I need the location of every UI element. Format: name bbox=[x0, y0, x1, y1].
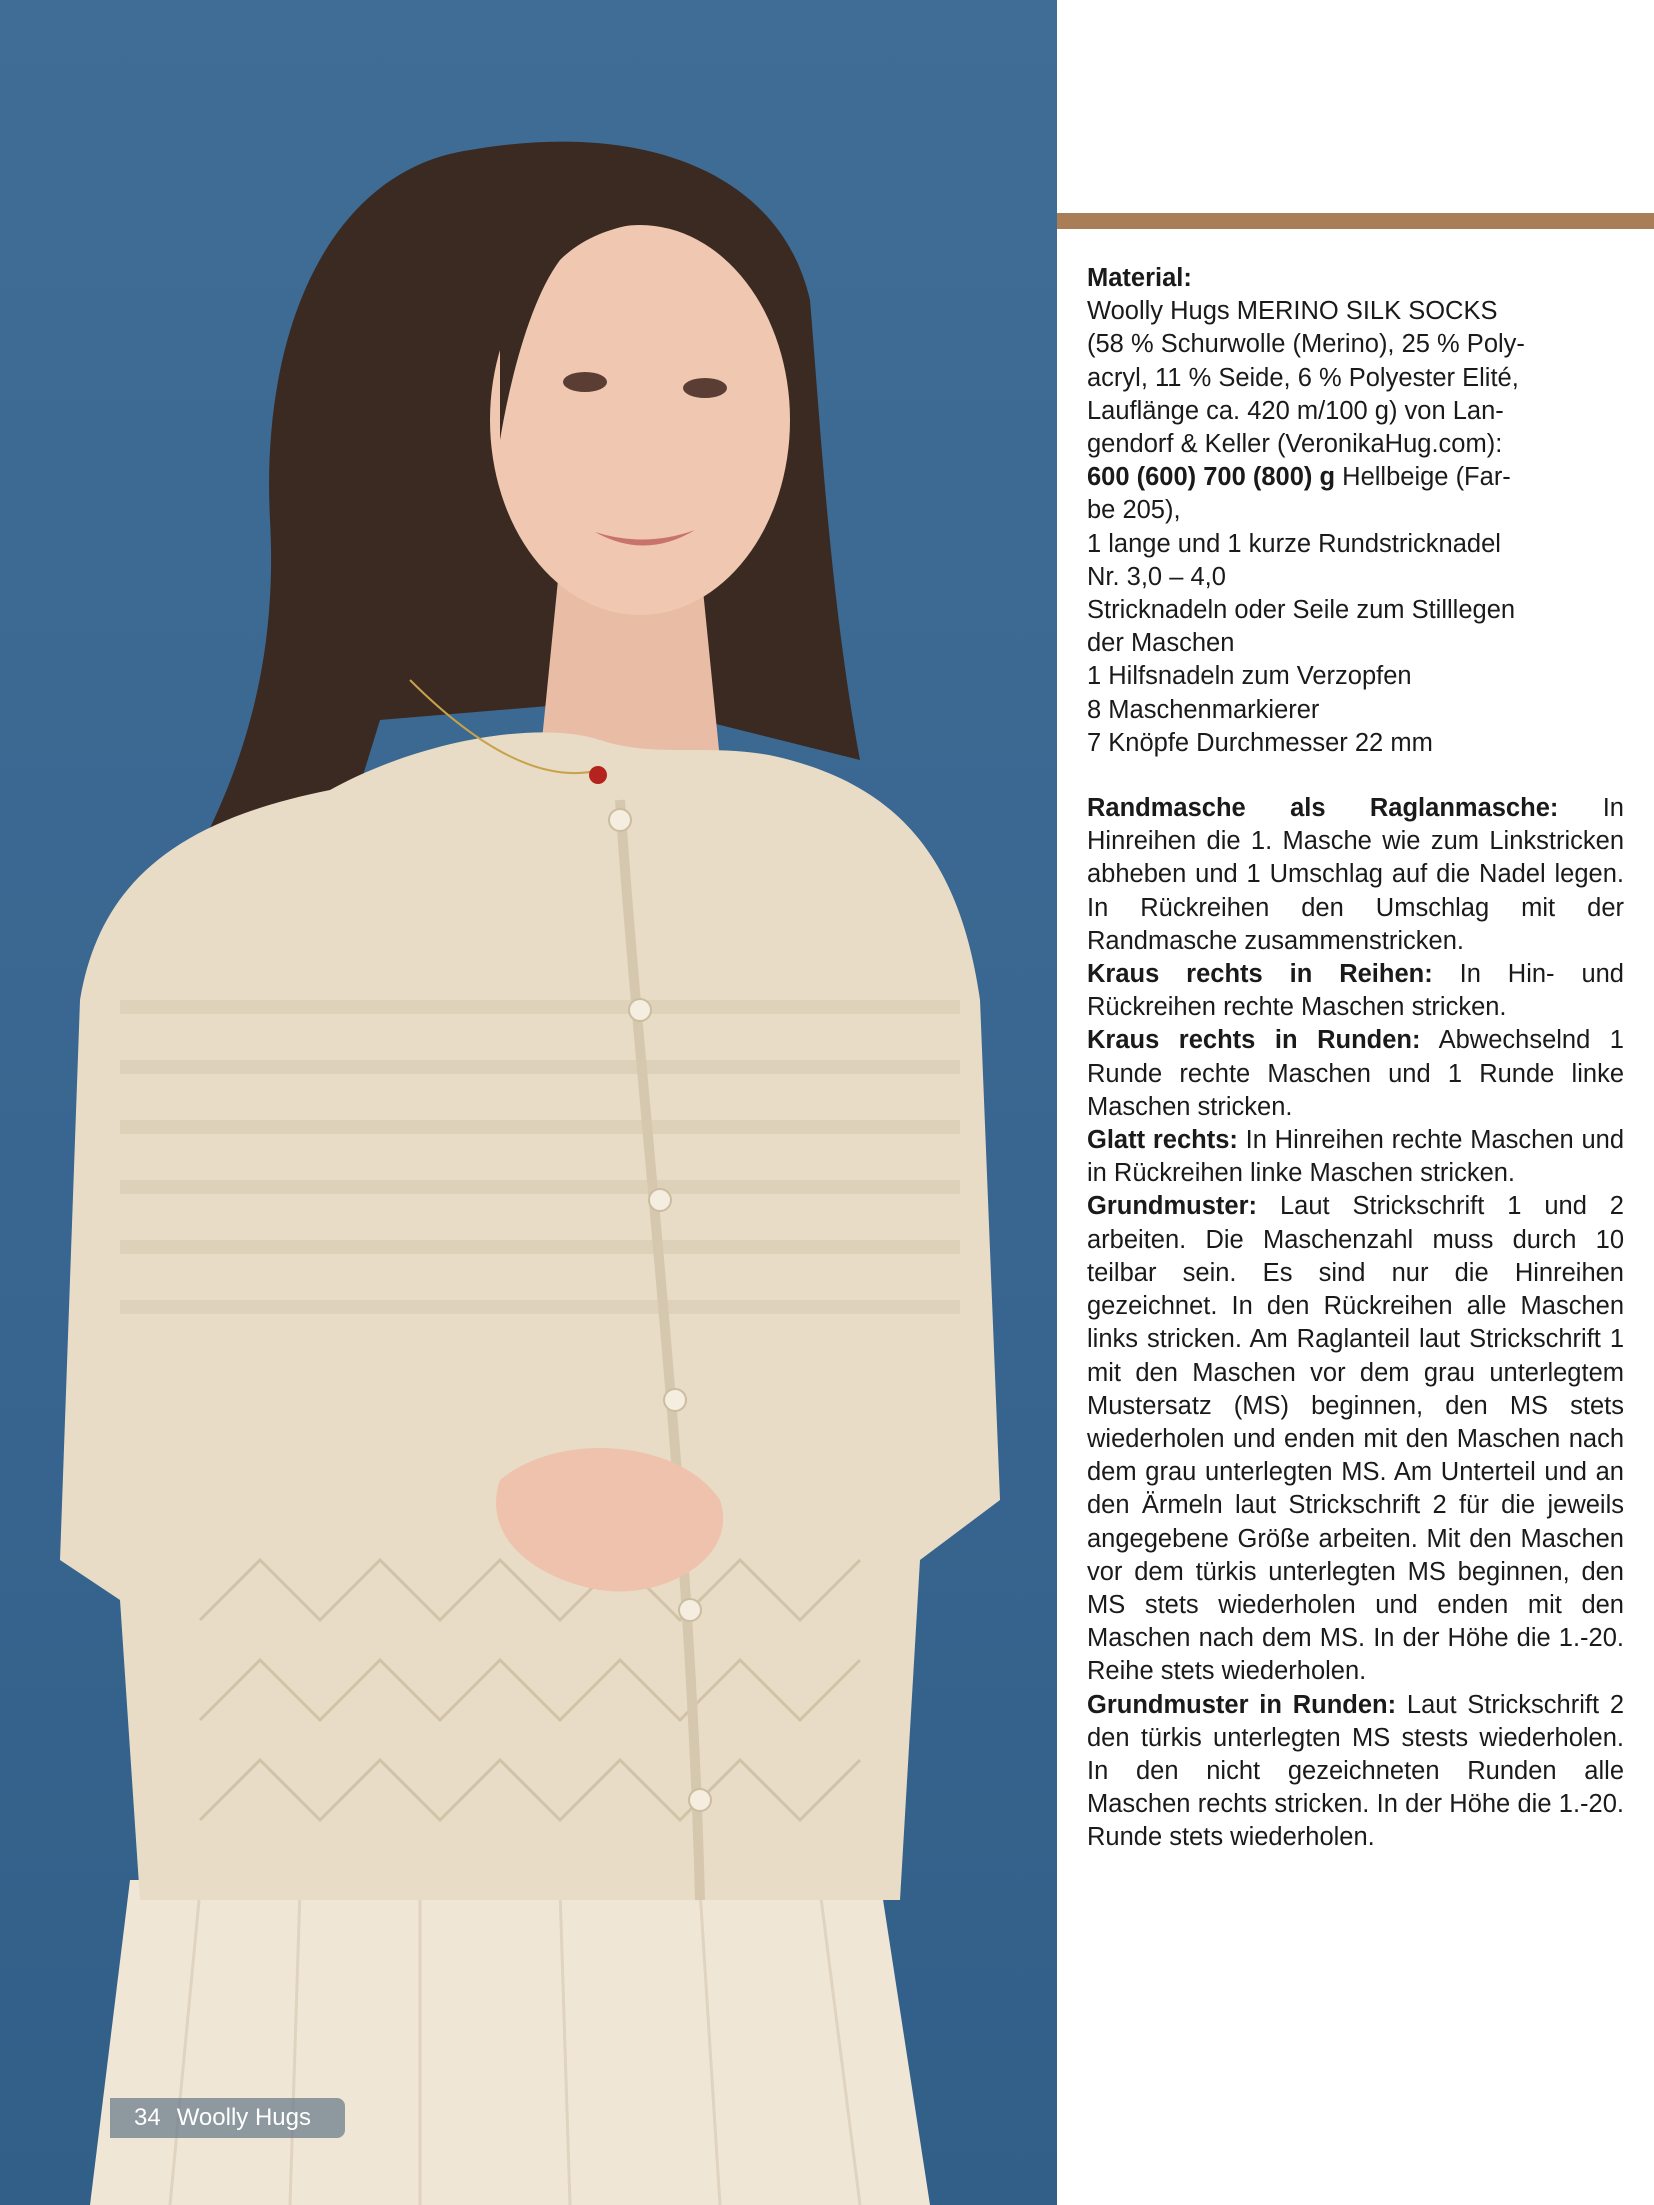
section-paragraph bbox=[1087, 1024, 1624, 1124]
instructions-column bbox=[1087, 262, 1624, 1855]
accent-rule bbox=[1057, 213, 1654, 229]
page-number: 34 bbox=[134, 2104, 161, 2131]
section-text: Laut Strickschrift 2 den türkis unterlegten MS stests wiederholen. In den nicht gezeichneten Runden alle Maschen rechts stricken. In der Höhe die 1.-20. Runde stets wiederholen. bbox=[1087, 1690, 1625, 1852]
cardigan bbox=[60, 732, 1000, 1900]
section-text: Laut Strickschrift 1 und 2 arbeiten. Die Maschenzahl muss durch 10 teilbar sein. Es sind nur die Hinreihen gezeichnet. In den Rückreihen alle Maschen links stricken. Am Raglanteil laut Strickschrift 1 mit den Maschen vor dem grau unterlegtem Mustersatz (MS) beginnen, den MS stets wiederholen und enden mit den Maschen nach dem grau unterlegten MS. Am Unterteil und an den Ärmeln laut Strickschrift 2 für die jeweils angegebene Größe arbeiten. Mit den Maschen vor dem türkis unterlegten MS beginnen, den MS stets wiederholen und enden mit den Maschen nach dem MS. In der Höhe die 1.-20. Reihe stets wiederholen. bbox=[1087, 1192, 1624, 1686]
material-line: (58 % Schurwolle (Merino), 25 % Poly- bbox=[1087, 330, 1525, 359]
material-item: 1 lange und 1 kurze Rundstricknadel bbox=[1087, 529, 1501, 558]
section-term: Glatt rechts: bbox=[1087, 1126, 1238, 1155]
section-text: In Hinreihen die 1. Masche wie zum Linkstricken abheben und 1 Umschlag auf die Nadel legen. In Rückreihen den Umschlag mit der Randmasche zusammenstricken. bbox=[1087, 794, 1624, 955]
material-amount: 600 (600) 700 (800) g Hellbeige (Far- bbox=[1087, 463, 1511, 492]
section-text: Abwechselnd 1 Runde rechte Maschen und 1 Runde linke Maschen stricken. bbox=[1087, 1026, 1624, 1121]
section-term: Grundmuster: bbox=[1087, 1192, 1258, 1221]
material-item: Stricknadeln oder Seile zum Stilllegen bbox=[1087, 596, 1516, 625]
magazine-name: Woolly Hugs bbox=[176, 2104, 311, 2131]
material-item: 1 Hilfsnadeln zum Verzopfen bbox=[1087, 662, 1412, 691]
material-line: Woolly Hugs MERINO SILK SOCKS bbox=[1087, 297, 1498, 326]
section-term: Grundmuster in Runden: bbox=[1087, 1690, 1397, 1719]
section-paragraph bbox=[1087, 792, 1624, 958]
skirt bbox=[90, 1880, 930, 2205]
section-term: Kraus rechts in Reihen: bbox=[1087, 960, 1433, 989]
material-item: der Maschen bbox=[1087, 629, 1235, 658]
section-text: In Hinreihen rechte Maschen und in Rückreihen linke Maschen stricken. bbox=[1087, 1126, 1625, 1188]
section-term: Randmasche als Raglanmasche: bbox=[1087, 794, 1559, 823]
material-item: 8 Maschenmarkierer bbox=[1087, 695, 1320, 724]
page-footer bbox=[110, 2098, 345, 2138]
material-item: 7 Knöpfe Durchmesser 22 mm bbox=[1087, 728, 1433, 757]
section-paragraph bbox=[1087, 958, 1624, 1024]
section-paragraph bbox=[1087, 1124, 1624, 1190]
material-heading: Material: bbox=[1087, 264, 1192, 292]
material-block bbox=[1087, 262, 1624, 760]
material-line: Lauflänge ca. 420 m/100 g) von Lan- bbox=[1087, 396, 1504, 425]
section-paragraph bbox=[1087, 1689, 1624, 1855]
section-paragraph bbox=[1087, 1190, 1624, 1688]
section-text: In Hin- und Rückreihen rechte Maschen stricken. bbox=[1087, 960, 1624, 1022]
material-item: Nr. 3,0 – 4,0 bbox=[1087, 562, 1226, 591]
material-line: acryl, 11 % Seide, 6 % Polyester Elité, bbox=[1087, 363, 1519, 392]
material-line: gendorf & Keller (VeronikaHug.com): bbox=[1087, 430, 1503, 459]
section-term: Kraus rechts in Runden: bbox=[1087, 1026, 1421, 1055]
material-line: be 205), bbox=[1087, 496, 1181, 525]
